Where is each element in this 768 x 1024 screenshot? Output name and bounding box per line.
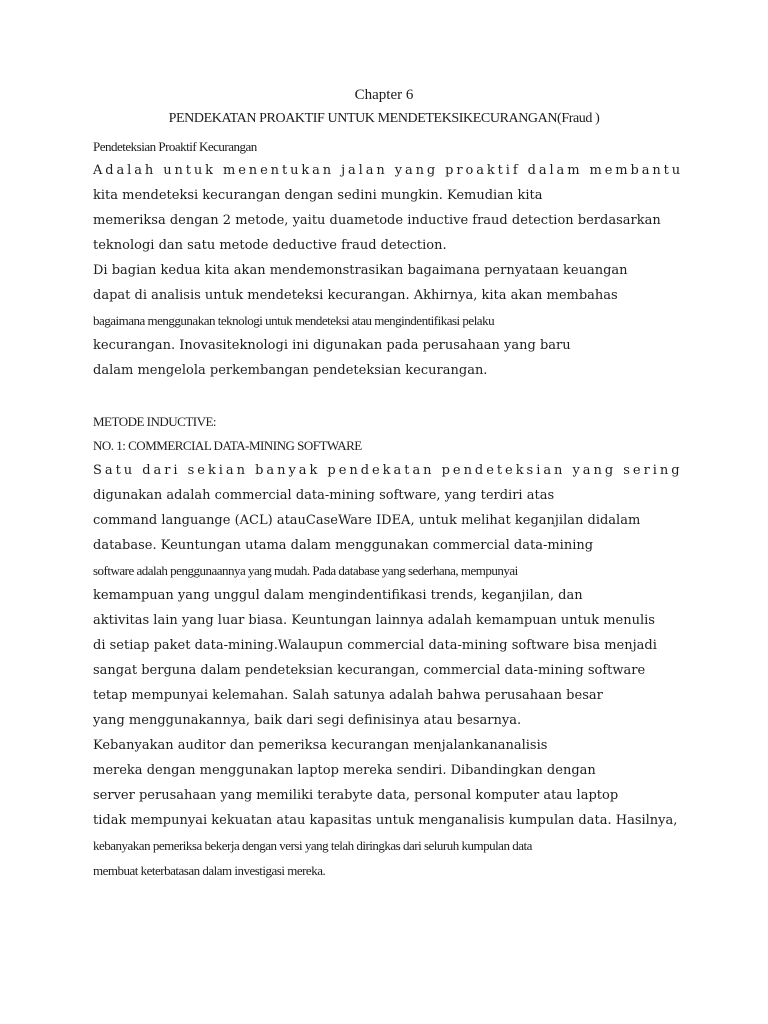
para2-line-15: tidak mempunyai kekuatan atau kapasitas untuk menganalisis kumpulan data. Hasilnya, (93, 813, 678, 828)
para2-line-1: Satu dari sekian banyak pendekatan pendeteksian yang sering (93, 463, 683, 478)
para2-line-12: Kebanyakan auditor dan pemeriksa kecurangan menjalankananalisis (93, 738, 548, 753)
para2-line-10: tetap mempunyai kelemahan. Salah satunya adalah bahwa perusahaan besar (93, 688, 603, 703)
chapter-label: Chapter 6 (354, 87, 414, 103)
para2-line-17: membuat keterbatasan dalam investigasi mereka. (93, 863, 326, 878)
para1-line-4: teknologi dan satu metode deductive fraud detection. (93, 238, 447, 253)
subheading: Pendeteksian Proaktif Kecurangan (93, 139, 257, 154)
para2-line-16: kebanyakan pemeriksa bekerja dengan versi yang telah diringkas dari seluruh kumpulan data (93, 838, 532, 853)
para2-line-11: yang menggunakannya, baik dari segi definisinya atau besarnya. (93, 713, 522, 728)
para1-line-6: dapat di analisis untuk mendeteksi kecurangan. Akhirnya, kita akan membahas (93, 288, 618, 303)
para2-line-9: sangat berguna dalam pendeteksian kecurangan, commercial data-mining software (93, 663, 646, 678)
para1-line-1: Adalah untuk menentukan jalan yang proaktif dalam membantu (93, 163, 684, 178)
para2-line-3: command languange (ACL) atauCaseWare IDEA, untuk melihat keganjilan didalam (93, 513, 641, 528)
para1-line-2: kita mendeteksi kecurangan dengan sedini mungkin. Kemudian kita (93, 188, 543, 203)
para2-line-6: kemampuan yang unggul dalam mengindentifikasi trends, keganjilan, dan (93, 588, 583, 603)
method-heading: METODE INDUCTIVE: (93, 414, 217, 429)
para2-line-14: server perusahaan yang memiliki terabyte data, personal komputer atau laptop (93, 788, 619, 803)
para1-line-3: memeriksa dengan 2 metode, yaitu duametode inductive fraud detection berdasarkan (93, 213, 661, 228)
para2-line-2: digunakan adalah commercial data-mining software, yang terdiri atas (93, 488, 555, 503)
para2-line-4: database. Keuntungan utama dalam menggunakan commercial data-mining (93, 538, 594, 553)
para2-line-8: di setiap paket data-mining.Walaupun commercial data-mining software bisa menjadi (93, 638, 657, 653)
para1-line-7: bagaimana menggunakan teknologi untuk mendeteksi atau mengindentifikasi pelaku (93, 313, 495, 328)
no1-heading: NO. 1: COMMERCIAL DATA-MINING SOFTWARE (93, 438, 362, 453)
para2-line-5: software adalah penggunaannya yang mudah. Pada database yang sederhana, mempunyai (93, 563, 518, 578)
para2-line-13: mereka dengan menggunakan laptop mereka sendiri. Dibandingkan dengan (93, 763, 596, 778)
para1-line-9: dalam mengelola perkembangan pendeteksian kecurangan. (93, 363, 488, 378)
para1-line-5: Di bagian kedua kita akan mendemonstrasikan bagaimana pernyataan keuangan (93, 263, 628, 278)
para2-line-7: aktivitas lain yang luar biasa. Keuntungan lainnya adalah kemampuan untuk menulis (93, 613, 655, 628)
para1-line-8: kecurangan. Inovasiteknologi ini digunakan pada perusahaan yang baru (93, 338, 571, 353)
document-title: PENDEKATAN PROAKTIF UNTUK MENDETEKSIKECURANGAN(Fraud ) (168, 111, 600, 126)
